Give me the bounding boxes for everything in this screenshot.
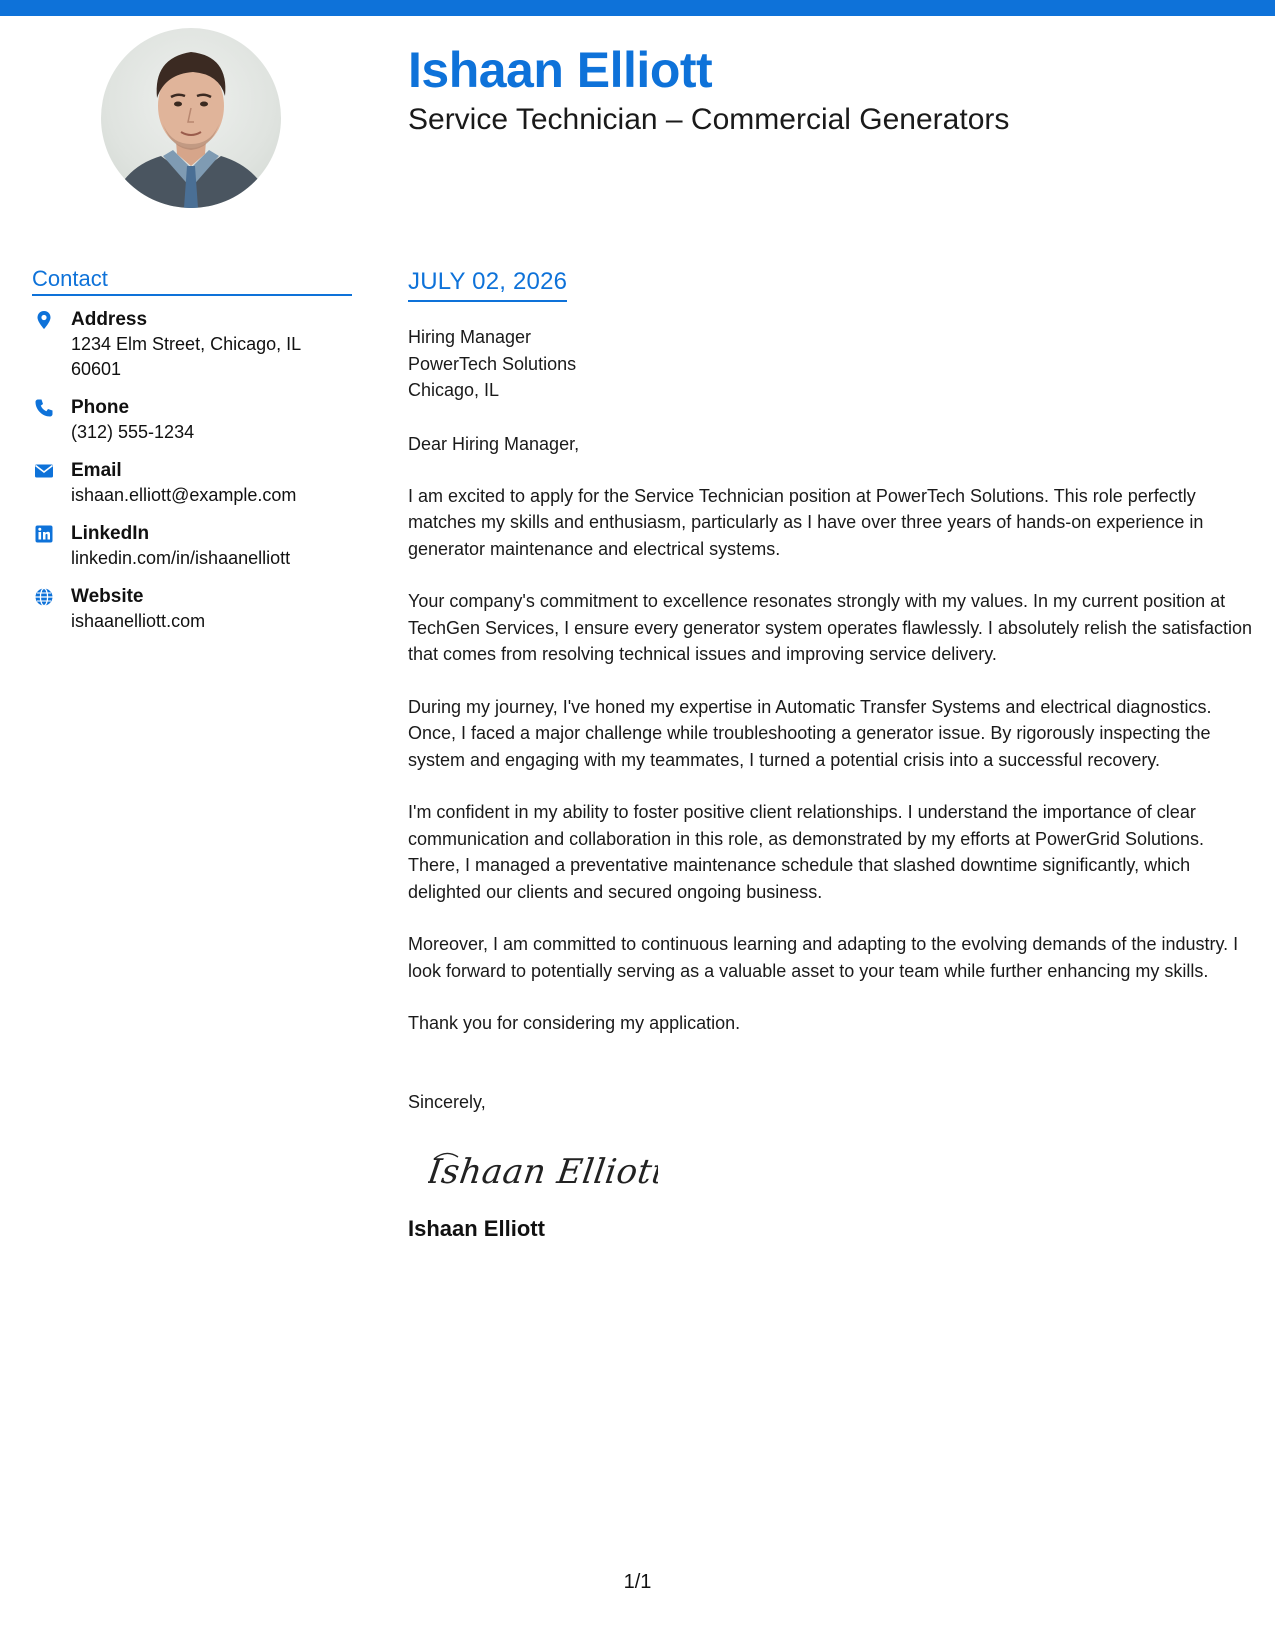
contact-item-address <box>32 308 352 382</box>
body-paragraph: During my journey, I've honed my expertise in Automatic Transfer Systems and electrical diagnostics. Once, I faced a major challenge while troubleshooting a generator issue. By rigorously inspecting the system and engaging with my teammates, I turned a potential crisis into a successful recovery. <box>408 696 1212 770</box>
globe-icon <box>34 587 54 607</box>
profile-photo <box>101 28 281 208</box>
salutation: Dear Hiring Manager, <box>408 433 580 454</box>
recipient-line: PowerTech Solutions <box>408 353 577 374</box>
contact-item-phone <box>32 396 352 445</box>
body-paragraph: I'm confident in my ability to foster positive client relationships. I understand the importance of clear communication and collaboration in this role, as demonstrated by my efforts at PowerGrid Solutions. There, I managed a preventative maintenance schedule that slashed downtime significantly, which delighted our clients and secured ongoing business. <box>408 802 1205 902</box>
letter-body <box>408 268 1253 1242</box>
email-icon <box>34 461 54 481</box>
contact-label: Website <box>71 586 144 607</box>
contact-label: Address <box>71 309 148 330</box>
contact-label: Phone <box>71 397 130 418</box>
closing-thanks: Thank you for considering my application. <box>408 1013 741 1033</box>
signature-image <box>428 1143 658 1197</box>
recipient-line: Hiring Manager <box>408 327 532 347</box>
contact-label: LinkedIn <box>71 523 150 544</box>
body-paragraph: I am excited to apply for the Service Technician position at PowerTech Solutions. This role perfectly matches my skills and enthusiasm, particularly as I have over three years of hands-on experience in generator maintenance and electrical systems. <box>408 485 1204 559</box>
letter-date: JULY 02, 2026 <box>408 268 567 302</box>
top-accent-bar <box>0 0 1275 16</box>
recipient-line: Chicago, IL <box>408 380 500 400</box>
job-title: Service Technician – Commercial Generators <box>408 103 1010 136</box>
signer-name: Ishaan Elliott <box>408 1216 545 1241</box>
contact-item-linkedin <box>32 522 352 571</box>
linkedin-value[interactable]: linkedin.com/in/ishaanelliott <box>71 548 291 568</box>
closing-phrase: Sincerely, <box>408 1092 486 1112</box>
linkedin-icon <box>34 524 54 544</box>
page-number: 1/1 <box>623 1571 652 1593</box>
email-value[interactable]: ishaan.elliott@example.com <box>71 485 297 505</box>
body-paragraph: Your company's commitment to excellence resonates strongly with my values. In my current position at TechGen Services, I ensure every generator system operates flawlessly. I absolutely relish the satisfaction that comes from resolving technical issues and improving service delivery. <box>408 591 1253 664</box>
address-value: 1234 Elm Street, Chicago, IL 60601 <box>71 334 301 379</box>
contact-heading: Contact <box>32 266 352 296</box>
website-value[interactable]: ishaanelliott.com <box>71 611 206 631</box>
body-paragraph: Moreover, I am committed to continuous learning and adapting to the evolving demands of the industry. I look forward to potentially serving as a valuable asset to your team while further enhancing my skills. <box>408 934 1239 981</box>
candidate-name: Ishaan Elliott <box>408 42 713 98</box>
contact-item-email <box>32 459 352 508</box>
contact-sidebar <box>32 266 352 648</box>
contact-label: Email <box>71 460 122 481</box>
phone-icon <box>34 398 54 418</box>
recipient-block <box>408 324 1253 404</box>
svg-text:Ishaan Elliott: Ishaan Elliott <box>428 1152 658 1192</box>
location-pin-icon <box>34 310 54 330</box>
phone-value: (312) 555-1234 <box>71 422 195 442</box>
contact-item-website <box>32 585 352 634</box>
